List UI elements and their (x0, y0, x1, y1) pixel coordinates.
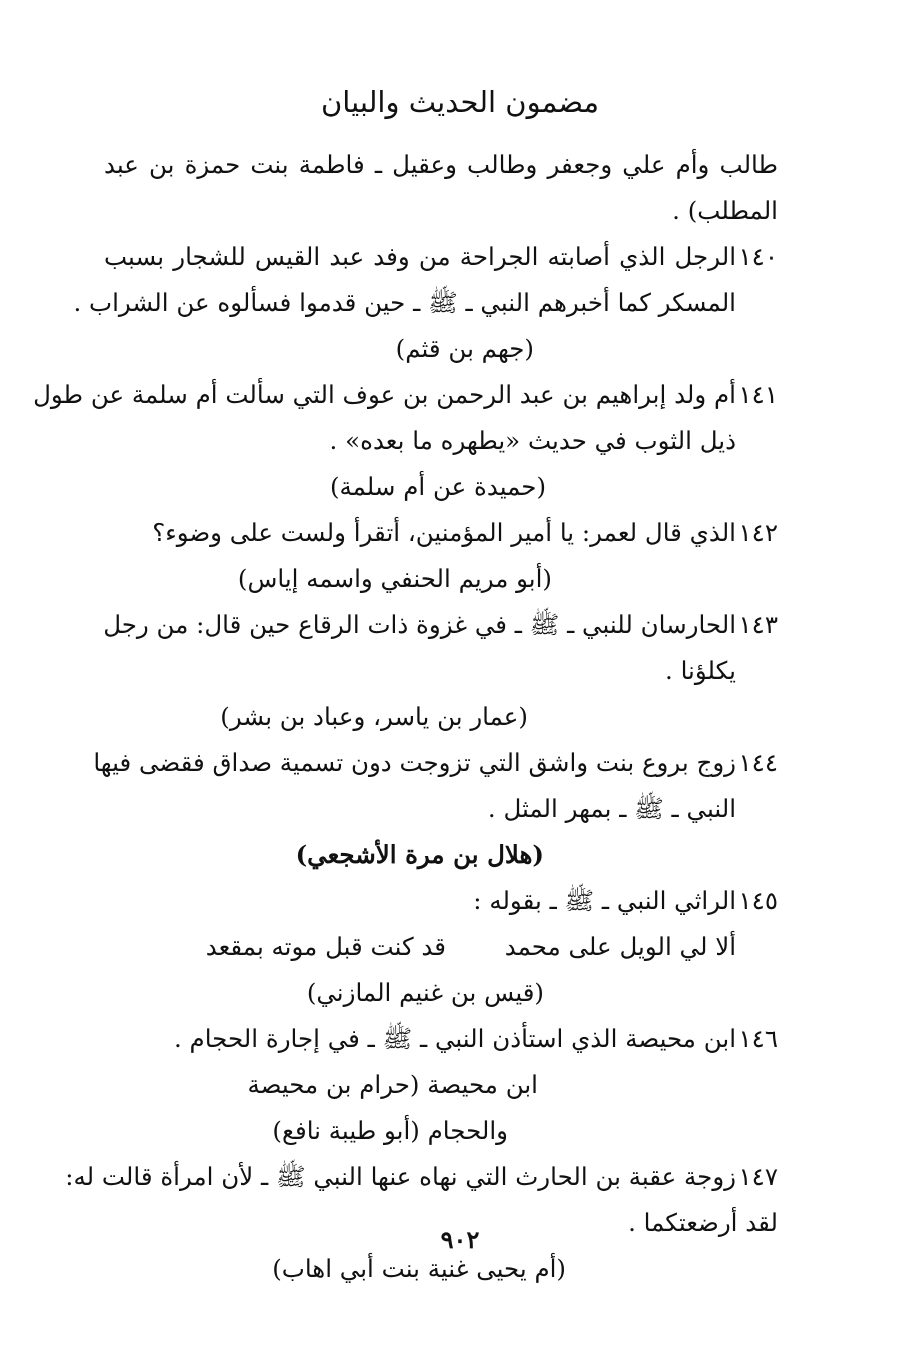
entry-number: ١٤١ (738, 380, 778, 409)
entry-text: الرجل الذي أصابته الجراحة من وفد عبد القيس للشجار بسبب (104, 242, 736, 271)
continuation-line: طالب وأم علي وجعفر وطالب وعقيل ـ فاطمة بنت حمزة بن عبد (104, 150, 778, 179)
entry-number: ١٤٠ (738, 242, 778, 271)
entry-number: ١٤٤ (738, 748, 778, 777)
entry-140 (104, 234, 778, 280)
entry-text: المسكر كما أخبرهم النبي ـ ﷺ ـ حين قدموا فسألوه عن الشراب . (73, 288, 736, 317)
entry-text: زوج بروع بنت واشق التي تزوجت دون تسمية صداق فقضى فيها (93, 748, 736, 777)
page-body (33, 142, 778, 1292)
attribution: (عمار بن ياسر، وعباد بن بشر) (220, 702, 528, 731)
entry-number: ١٤٦ (738, 1024, 778, 1053)
entry-146 (104, 1016, 778, 1062)
entry-text: لقد أرضعتكما . (628, 1208, 778, 1237)
attribution: (حميدة عن أم سلمة) (329, 472, 546, 501)
entry-text: الذي قال لعمر: يا أمير المؤمنين، أتقرأ ولست على وضوء؟ (152, 518, 736, 547)
sub-attribution: والحجام (أبو طيبة نافع) (272, 1116, 508, 1145)
attribution: (هلال بن مرة الأشجعي) (295, 840, 544, 869)
verse-hemistich-2: قد كنت قبل موته بمقعد (205, 932, 446, 961)
attribution: (أم يحيى غنية بنت أبي اهاب) (272, 1254, 566, 1283)
entry-text: أم ولد إبراهيم بن عبد الرحمن بن عوف التي سألت أم سلمة عن طول (33, 380, 736, 409)
sub-attribution: ابن محيصة (حرام بن محيصة (247, 1070, 538, 1099)
verse-hemistich-1: ألا لي الويل على محمد (504, 932, 736, 961)
entry-text: الحارسان للنبي ـ ﷺ ـ في غزوة ذات الرقاع حين قال: من رجل (103, 610, 736, 639)
entry-number: ١٤٣ (738, 610, 778, 639)
entry-143 (104, 602, 778, 648)
poem-verse (104, 924, 778, 970)
entry-number: ١٤٥ (738, 886, 778, 915)
attribution: (قيس بن غنيم المازني) (306, 978, 544, 1007)
entry-144 (93, 740, 778, 786)
running-header: مضمون الحديث والبيان (320, 85, 600, 119)
attribution: (جهم بن قثم) (395, 334, 534, 363)
entry-text: النبي ـ ﷺ ـ بمهر المثل . (487, 794, 736, 823)
entry-text: الراثي النبي ـ ﷺ ـ بقوله : (473, 886, 736, 915)
entry-142 (104, 510, 778, 556)
entry-141 (33, 372, 778, 418)
page-number: ٩٠٢ (440, 1225, 480, 1254)
attribution: (أبو مريم الحنفي واسمه إياس) (237, 564, 552, 593)
entry-text: يكلؤنا . (665, 656, 736, 685)
entry-147 (65, 1154, 778, 1200)
continuation-line: المطلب) . (672, 196, 778, 225)
entry-number: ١٤٢ (738, 518, 778, 547)
entry-145 (104, 878, 778, 924)
entry-text: زوجة عقبة بن الحارث التي نهاه عنها النبي ﷺ ـ لأن امرأة قالت له: (65, 1162, 736, 1191)
entry-number: ١٤٧ (738, 1162, 778, 1191)
entry-text: ابن محيصة الذي استأذن النبي ـ ﷺ ـ في إجارة الحجام . (173, 1024, 736, 1053)
entry-text: ذيل الثوب في حديث «يطهره ما بعده» . (329, 426, 736, 455)
